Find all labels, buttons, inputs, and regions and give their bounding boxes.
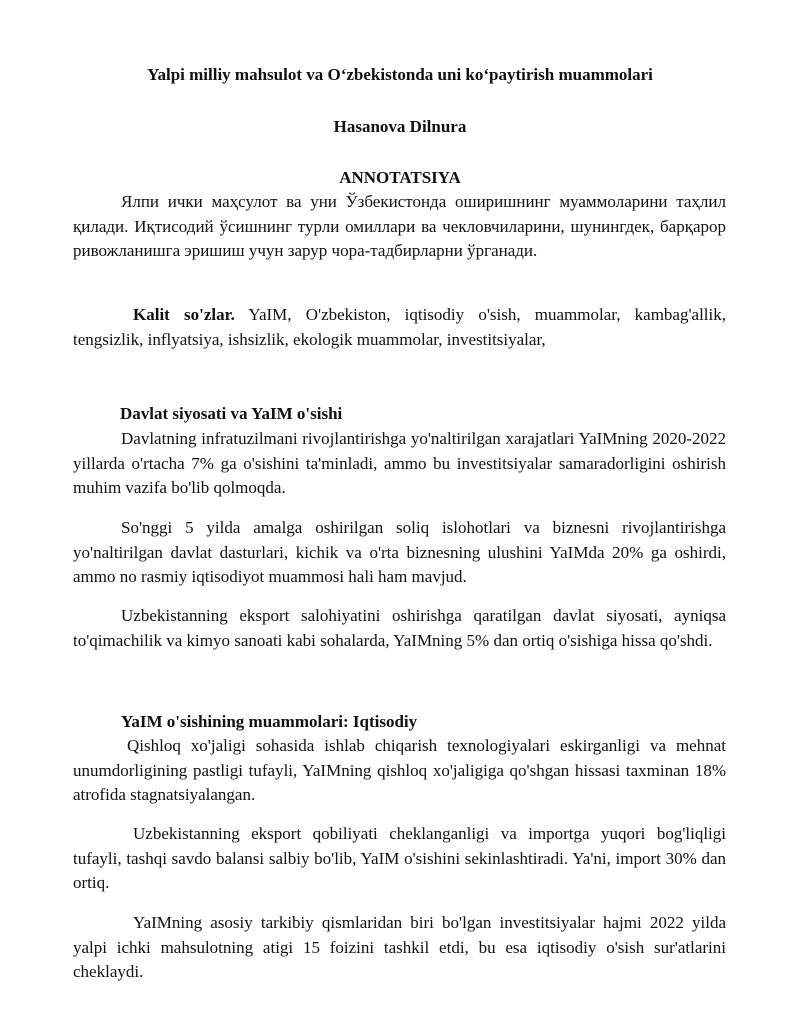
keywords-paragraph — [73, 303, 726, 352]
section1-paragraph: Davlatning infratuzilmani rivojlantirishga yo'naltirilgan xarajatlari YaIMning 2020-2022 yillarda o'rtacha 7% ga o'sishini ta'minladi, ammo bu investitsiyalar samaradorligini oshirish muhim vazifa bo'lib qolmoqda. — [73, 429, 726, 497]
section-heading-problems: YaIM o'sishining muammolari: Iqtisodiy — [121, 712, 418, 731]
section2-paragraph: Uzbekistanning eksport qobiliyati cheklanganligi va importga yuqori bog'liqligi tufayli, tashqi savdo balansi salbiy bo'lib, YaIM o'sishini sekinlashtiradi. Ya'ni, import 30% dan ortiq. — [73, 824, 726, 892]
section-heading-policy: Davlat siyosati va YaIM o'sishi — [120, 404, 343, 423]
section2-paragraph: Qishloq xo'jaligi sohasida ishlab chiqarish texnologiyalari eskirganligi va mehnat unumdorligining pastligi tufayli, YaIMning qishloq xo'jaligiga qo'shgan hissasi taxminan 18% atrofida stagnatsiyalangan. — [73, 736, 726, 804]
document-title: Yalpi milliy mahsulot va O‘zbekistonda uni ko‘paytirish muammolari — [147, 65, 653, 84]
annotation-heading: ANNOTATSIYA — [339, 168, 461, 187]
section1-paragraph: Uzbekistanning eksport salohiyatini oshirishga qaratilgan davlat siyosati, ayniqsa to'qimachilik va kimyo sanoati kabi sohalarda, YaIMning 5% dan ortiq o'sishiga hissa qo'shdi. — [73, 606, 726, 650]
keywords-list: YaIM, O'zbekiston, iqtisodiy o'sish, muammolar, kambag'allik, tengsizlik, inflyatsiya, ishsizlik, ekologik muammolar, investitsiyalar, — [73, 305, 726, 349]
section1-paragraph: So'nggi 5 yilda amalga oshirilgan soliq islohotlari va biznesni rivojlantirishga yo'naltirilgan davlat dasturlari, kichik va o'rta biznesning ulushini YaIMda 20% ga oshirdi, ammo no rasmiy iqtisodiyot muammosi hali ham mavjud. — [73, 518, 726, 586]
keywords-label: Kalit so'zlar. — [133, 305, 235, 324]
annotation-paragraph: Ялпи ички маҳсулот ва уни Ўзбекистонда оширишнинг муаммоларини таҳлил қилади. Иқтисодий ўсишнинг турли омиллари ва чекловчиларини, шунингдек, барқарор ривожланишга эришиш учун зарур чора-тадбирларни ўрганади. — [73, 192, 726, 260]
author-name: Hasanova Dilnura — [333, 117, 467, 136]
section2-paragraph: YaIMning asosiy tarkibiy qismlaridan biri bo'lgan investitsiyalar hajmi 2022 yilda yalpi ichki mahsulotning atigi 15 foizini tashkil etdi, bu esa iqtisodiy o'sish sur'atlarini cheklaydi. — [73, 913, 726, 981]
